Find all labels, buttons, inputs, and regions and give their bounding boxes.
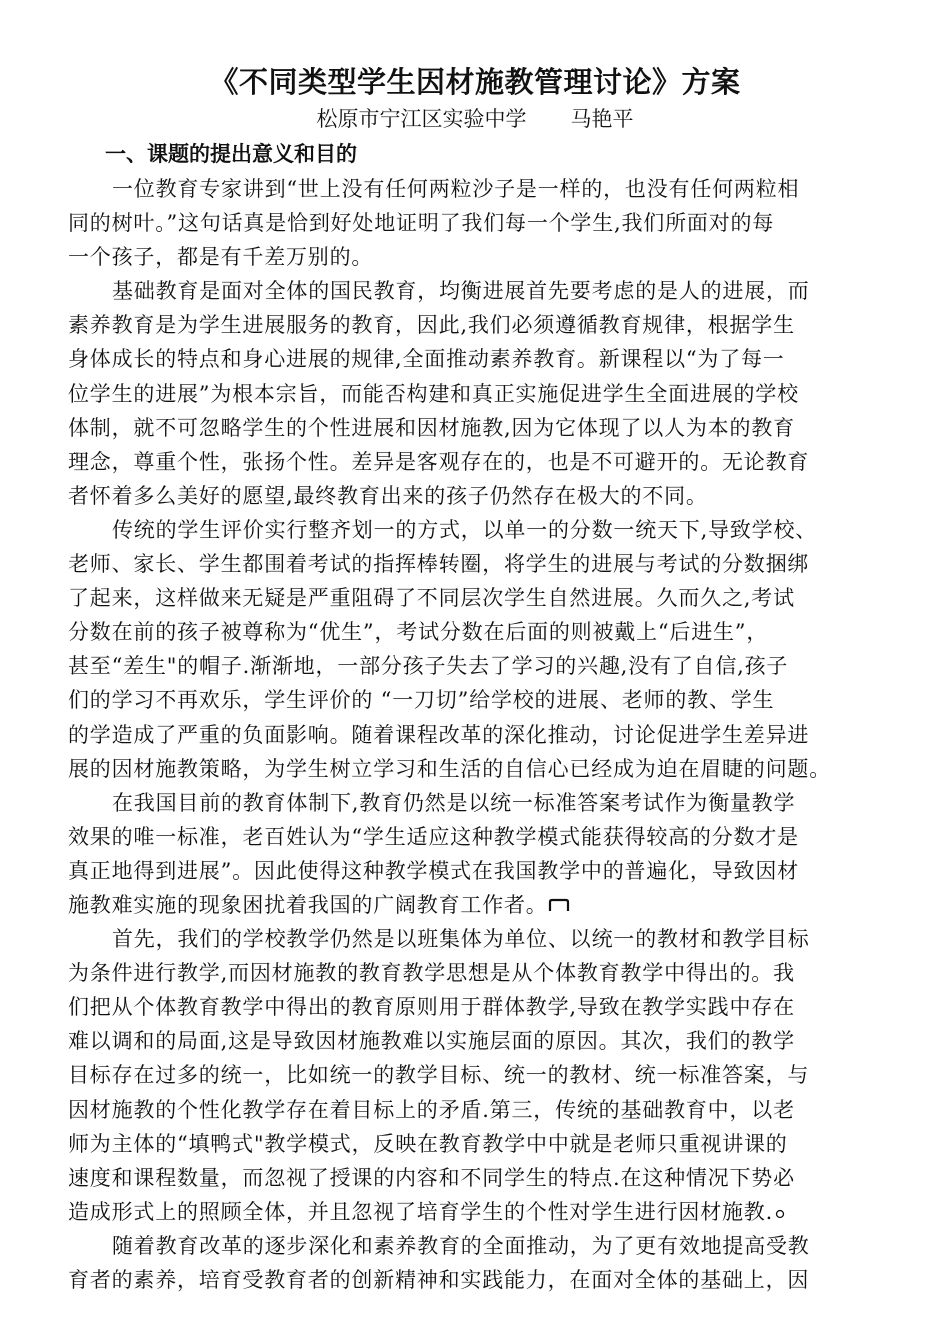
school-name: 松原市宁江区实验中学 [316, 107, 527, 131]
section-heading: 一、课题的提出意义和目的 [105, 141, 357, 166]
paragraph-line: 传统的学生评价实行整齐划一的方式，以单一的分数一统天下,导致学校、 [112, 517, 818, 542]
paragraph-line: 一个孩子，都是有千差万别的。 [68, 245, 374, 270]
paragraph-line: 展的因材施教策略，为学生树立学习和生活的自信心已经成为迫在眉睫的问题。 [68, 756, 831, 781]
paragraph-line: 师为主体的“填鸭式"教学模式，反映在教育教学中中就是老师只重视讲课的 [68, 1131, 788, 1156]
paragraph-line: 分数在前的孩子被尊称为“优生”，考试分数在后面的则被戴上“后进生”， [68, 620, 769, 645]
paragraph [68, 172, 883, 274]
document-title: 《不同类型学生因材施教管理讨论》方案 [209, 65, 741, 99]
paragraph-line: 一位教育专家讲到“世上没有任何两粒沙子是一样的，也没有任何两粒相 [112, 177, 800, 201]
paragraph [68, 922, 883, 1229]
paragraph [68, 274, 883, 513]
paragraph-line: 速度和课程数量，而忽视了授课的内容和不同学生的特点.在这种情况下势必 [68, 1165, 795, 1190]
paragraph-line: 为条件进行教学,而因材施教的教育教学思想是从个体教育教学中得出的。我 [68, 961, 795, 986]
paragraph-line: 理念，尊重个性，张扬个性。差异是客观存在的，也是不可避开的。无论教育 [68, 449, 810, 474]
paragraph [68, 513, 883, 786]
paragraph-line: 老师、家长、学生都围着考试的指挥棒转圈，将学生的进展与考试的分数捆绑 [68, 552, 810, 577]
paragraph-line: 效果的唯一标准，老百姓认为“学生适应这种教学模式能获得较高的分数才是 [68, 824, 799, 849]
paragraph [68, 786, 883, 922]
paragraph-line: 随着教育改革的逐步深化和素养教育的全面推动，为了更有效地提高受教 [112, 1233, 810, 1258]
paragraph-line: 难以调和的局面,这是导致因材施教难以实施层面的原因。其次，我们的教学 [68, 1029, 795, 1054]
paragraph-line: 施教难实施的现象困扰着我国的广阔教育工作者。 [68, 888, 883, 922]
paragraph-line: 因材施教的个性化教学存在着目标上的矛盾.第三，传统的基础教育中，以老 [68, 1097, 795, 1122]
small-circle-icon [773, 1196, 787, 1229]
paragraph-line: 者怀着多么美好的愿望,最终教育出来的孩子仍然存在极大的不同。 [68, 483, 708, 508]
paragraph-line: 育者的素养，培育受教育者的创新精神和实践能力，在面对全体的基础上，因 [68, 1268, 810, 1292]
paragraph-line: 同的树叶。”这句话真是恰到好处地证明了我们每一个学生,我们所面对的每 [68, 211, 775, 236]
paragraph-line: 了起来，这样做来无疑是严重阻碍了不同层次学生自然进展。久而久之,考试 [68, 586, 795, 611]
paragraph-line: 的学造成了严重的负面影响。随着课程改革的深化推动，讨论促进学生差异进 [68, 722, 810, 747]
document-body [68, 172, 883, 1297]
paragraph-line: 基础教育是面对全体的国民教育，均衡进展首先要考虑的是人的进展，而 [112, 279, 810, 304]
paragraph-line: 甚至“差生"的帽子.渐渐地，一部分孩子失去了学习的兴趣,没有了自信,孩子 [68, 654, 789, 679]
paragraph-line: 体制，就不可忽略学生的个性进展和因材施教,因为它体现了以人为本的教育 [68, 415, 795, 440]
paragraph-line: 位学生的进展”为根本宗旨，而能否构建和真正实施促进学生全面进展的学校 [68, 381, 799, 406]
paragraph-line: 造成形式上的照顾全体，并且忽视了培育学生的个性对学生进行因材施教. [68, 1195, 883, 1229]
author-line [0, 104, 950, 134]
paragraph-line: 真正地得到进展”。因此使得这种教学模式在我国教学中的普遍化，导致因材 [68, 858, 799, 883]
paragraph-line: 们的学习不再欢乐，学生评价的 “一刀切”给学校的进展、老师的教、学生 [68, 688, 775, 713]
paragraph-line: 在我国目前的教育体制下,教育仍然是以统一标准答案考试作为衡量教学 [112, 790, 796, 815]
paragraph-line: 身体成长的特点和身心进展的规律,全面推动素养教育。新课程以“为了每一 [68, 347, 785, 372]
corner-bracket-icon [548, 889, 570, 922]
author-name: 马艳平 [570, 107, 634, 131]
paragraph-line: 素养教育是为学生进展服务的教育，因此,我们必须遵循教育规律，根据学生 [68, 313, 795, 338]
paragraph [68, 1229, 883, 1297]
paragraph-line: 目标存在过多的统一，比如统一的教学目标、统一的教材、统一标准答案，与 [68, 1063, 810, 1088]
paragraph-line: 们把从个体教育教学中得出的教育原则用于群体教学,导致在教学实践中存在 [68, 995, 795, 1020]
paragraph-line: 首先，我们的学校教学仍然是以班集体为单位、以统一的教材和教学目标 [112, 927, 810, 952]
